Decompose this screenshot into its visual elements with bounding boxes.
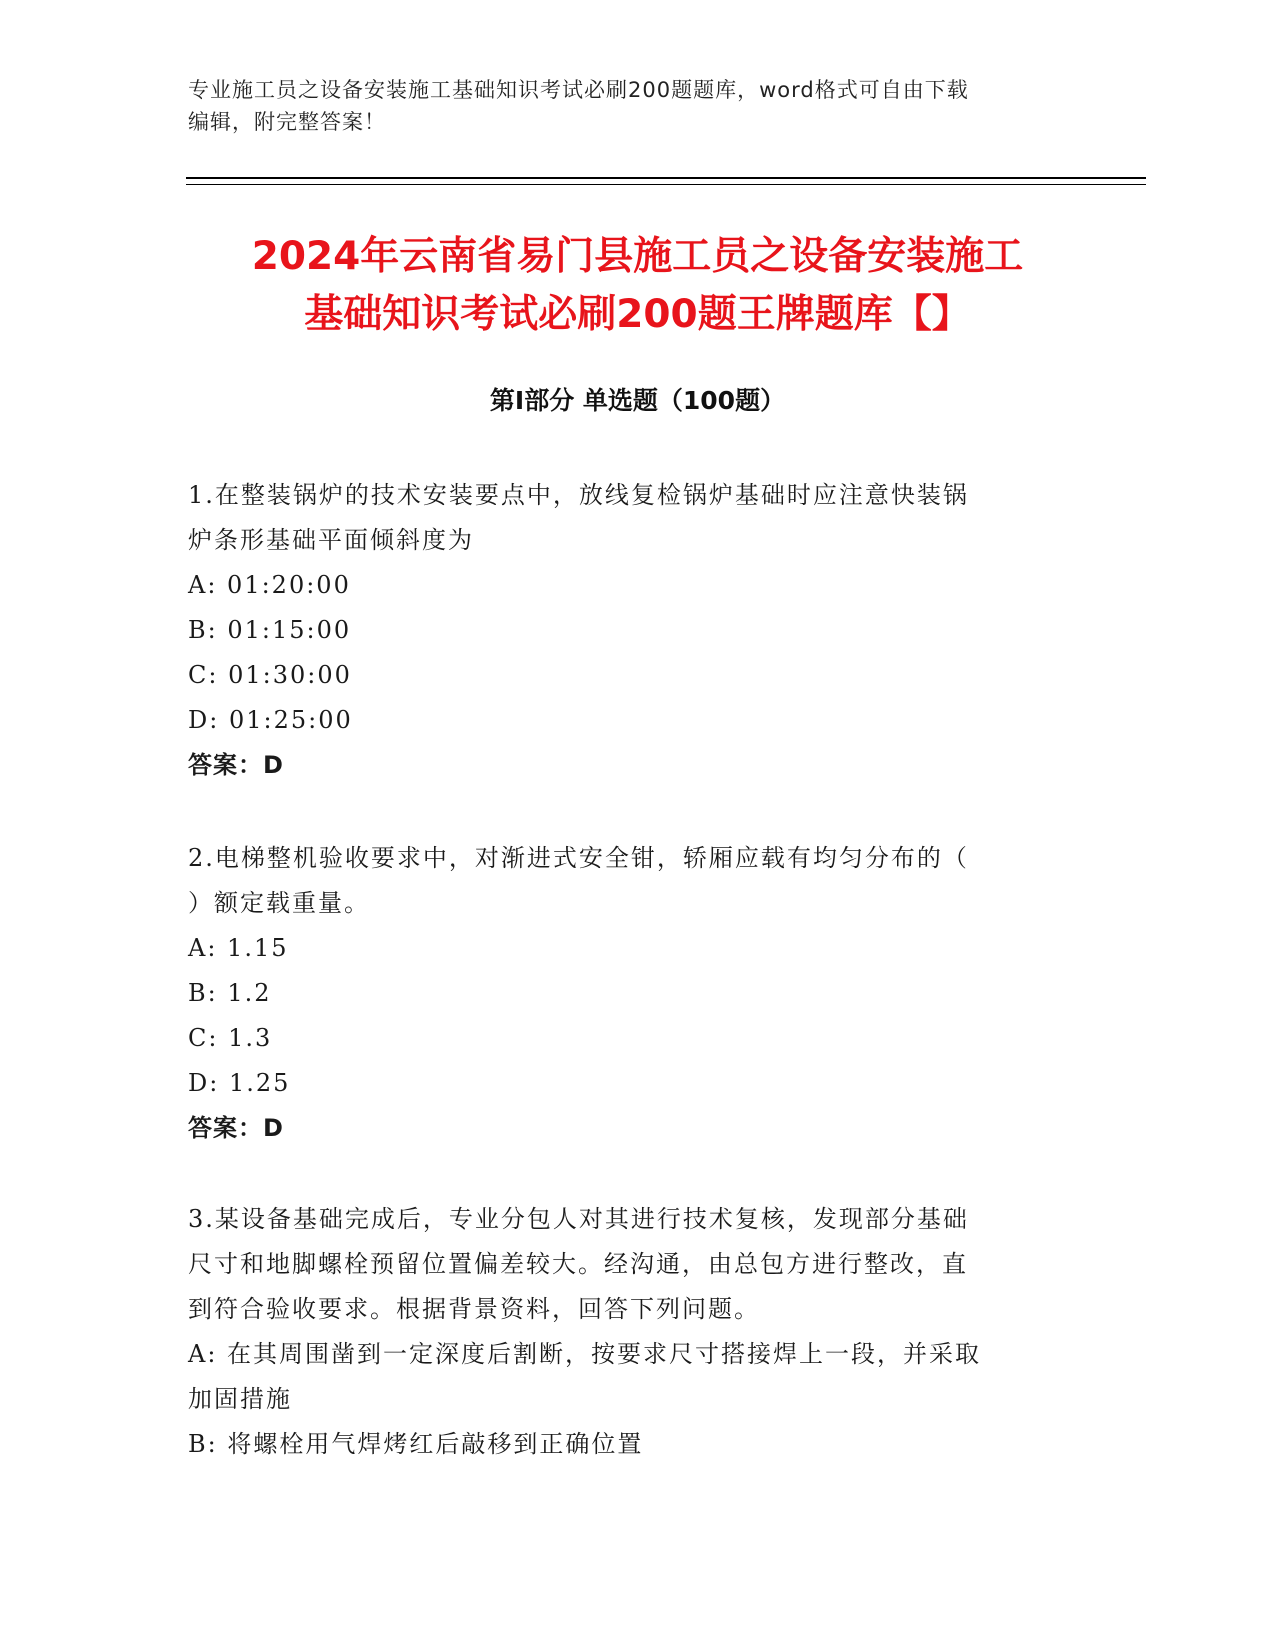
answer: 答案：D — [188, 1114, 284, 1142]
option-a: A: 01:20:00 — [188, 571, 351, 599]
header-rule-thick — [186, 177, 1146, 179]
page-header — [188, 74, 1068, 138]
question-stem: 尺寸和地脚螺栓预留位置偏差较大。经沟通，由总包方进行整改，直 — [188, 1250, 968, 1278]
question-3 — [188, 1197, 1068, 1467]
question-stem: ）额定载重量。 — [188, 889, 370, 917]
question-stem: 到符合验收要求。根据背景资料，回答下列问题。 — [188, 1295, 760, 1323]
header-rule-thin — [186, 184, 1146, 185]
option-c: C: 1.3 — [188, 1024, 273, 1052]
section-heading: 第I部分 单选题（100题） — [489, 386, 786, 415]
title-line-2: 基础知识考试必刷200题王牌题库【】 — [304, 292, 971, 337]
option-b: B: 01:15:00 — [188, 616, 352, 644]
option-d: D: 1.25 — [188, 1069, 291, 1097]
question-stem: 炉条形基础平面倾斜度为 — [188, 526, 474, 554]
answer: 答案：D — [188, 751, 284, 779]
option-d: D: 01:25:00 — [188, 706, 353, 734]
question-1 — [188, 473, 1068, 788]
question-stem: 3.某设备基础完成后，专业分包人对其进行技术复核，发现部分基础 — [188, 1205, 969, 1233]
option-b: B: 将螺栓用气焊烤红后敲移到正确位置 — [188, 1430, 644, 1458]
document-title — [150, 228, 1125, 344]
header-line-2: 编辑，附完整答案！ — [188, 110, 386, 134]
option-c: C: 01:30:00 — [188, 661, 352, 689]
option-b: B: 1.2 — [188, 979, 272, 1007]
question-stem: 1.在整装锅炉的技术安装要点中，放线复检锅炉基础时应注意快装锅 — [188, 481, 969, 509]
option-a: A: 在其周围凿到一定深度后割断，按要求尺寸搭接焊上一段，并采取 — [188, 1340, 982, 1368]
option-a: A: 1.15 — [188, 934, 289, 962]
title-line-1: 2024年云南省易门县施工员之设备安装施工 — [251, 234, 1024, 279]
question-stem: 2.电梯整机验收要求中，对渐进式安全钳，轿厢应载有均匀分布的（ — [188, 844, 969, 872]
question-2 — [188, 836, 1068, 1151]
header-line-1: 专业施工员之设备安装施工基础知识考试必刷200题题库，word格式可自由下载 — [188, 78, 969, 102]
option-a-continued: 加固措施 — [188, 1385, 292, 1413]
